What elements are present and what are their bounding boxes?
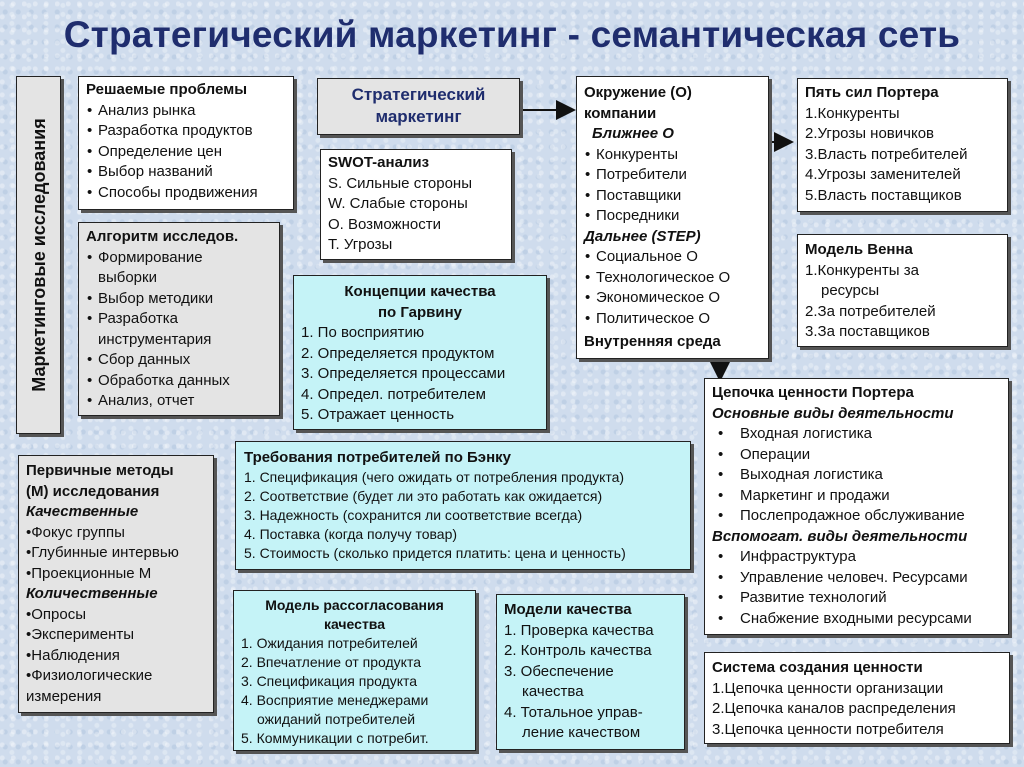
strategic-marketing-box [317,78,520,135]
garvin-box [293,275,547,430]
list-item: 1.Конкуренты за [805,261,919,279]
list-item: 2. Определяется продуктом [301,344,495,362]
support-activities-label: Вспомогат. виды деятельности [712,527,968,545]
list-item: •Проекционные М [26,564,152,582]
list-item: • Анализ рынка [86,101,286,122]
list-item: • Посредники [584,206,761,227]
list-item: ресурсы [821,282,880,299]
center-line-1: Стратегический [351,85,486,104]
list-item: 5. Коммуникации с потребит. [241,730,429,746]
list-item: • Операции [712,445,1001,466]
list-item: 4. Поставка (когда получу товар) [244,526,458,542]
list-item: •Наблюдения [26,646,120,664]
list-item: ожиданий потребителей [257,711,416,727]
value-chain-header: Цепочка ценности Портера [712,384,914,401]
page-title: Стратегический маркетинг - семантическая сеть [63,14,961,55]
porter-forces-box [797,78,1008,212]
list-item: выборки [98,269,157,286]
list-item: • Выходная логистика [712,465,1001,486]
list-item: • Снабжение входными ресурсами [712,609,1001,630]
list-item: 4.Угрозы заменителей [805,166,961,183]
list-item: • Развитие технологий [712,588,1001,609]
list-item: 1. По восприятию [301,324,425,341]
environment-header-2: компании [584,104,657,122]
quality-models-header: Модели качества [504,601,632,618]
bank-box [235,441,691,570]
algorithm-box [78,222,280,416]
quantitative-label: Количественные [26,585,158,602]
value-system-box [704,652,1010,744]
quality-models-box [496,594,685,750]
qualitative-label: Качественные [26,503,139,520]
list-item: 5. Стоимость (сколько придется платить: цена и ценность) [244,545,626,561]
list-item: 2. Соответствие (будет ли это работать как ожидается) [244,488,603,504]
environment-box [576,76,769,359]
list-item: 1. Проверка качества [504,621,654,639]
venn-box [797,234,1008,347]
list-item: W. Слабые стороны [328,195,468,212]
environment-header-1: Окружение (О) [584,84,692,101]
list-item: •Фокус группы [26,523,125,541]
agreement-model-box [233,590,476,751]
list-item: O. Возможности [328,215,441,233]
list-item: 5.Власть поставщиков [805,186,962,204]
value-system-header: Система создания ценности [712,659,923,676]
garvin-header-1: Концепции качества [344,283,496,300]
primary-methods-header-2: (М) исследования [26,482,160,500]
list-item: 3. Обеспечение [504,662,614,680]
list-item: 4. Определ. потребителем [301,385,486,403]
algorithm-header: Алгоритм исследов. [86,228,239,245]
list-item: 3.Власть потребителей [805,145,968,163]
list-item: измерения [26,687,102,705]
primary-methods-header-1: Первичные методы [26,462,174,479]
main-activities-label: Основные виды деятельности [712,404,954,422]
porter-forces-header: Пять сил Портера [805,84,939,101]
list-item: качества [522,683,584,700]
list-item: 3. Определяется процессами [301,365,506,382]
vertical-label: Маркетинговые исследования [28,118,49,392]
list-item: •Эксперименты [26,626,135,643]
list-item: 4. Тотальное управ- [504,703,643,721]
list-item: • Маркетинг и продажи [712,486,1001,507]
list-item: 2. Контроль качества [504,642,652,659]
list-item: • Экономическое О [584,288,761,309]
list-item: • Разработка продуктов [86,121,286,142]
list-item: T. Угрозы [328,236,393,253]
list-item: • Политическое О [584,309,761,330]
agreement-header-2: качества [323,616,386,632]
venn-header: Модель Венна [805,241,913,258]
bank-header: Требования потребителей по Бэнку [244,449,511,466]
far-label: Дальнее (STEP) [584,227,701,245]
market-research-vertical-box [16,76,61,434]
near-label: Ближнее О [592,125,674,142]
list-item: • Потребители [584,165,761,186]
value-chain-box [704,378,1009,635]
list-item: 3.За поставщиков [805,323,930,340]
center-line-2: маркетинг [375,107,462,126]
list-item: •Глубинные интервью [26,544,179,561]
list-item: 1.Конкуренты [805,104,900,122]
garvin-header-2: по Гарвину [377,303,463,321]
list-item: • Анализ, отчет [87,392,195,409]
list-item: • Обработка данных [87,371,230,389]
list-item: • Послепродажное обслуживание [712,506,1001,527]
list-item: • Способы продвижения [86,183,286,204]
list-item: • Входная логистика [712,424,1001,445]
list-item: • Социальное О [584,247,761,268]
list-item: • Разработка [87,310,178,327]
list-item: • Сбор данных [87,351,191,368]
list-item: •Опросы [26,605,87,623]
list-item: 2.Угрозы новичков [805,125,935,142]
list-item: S. Сильные стороны [328,174,472,192]
list-item: 2.Цепочка каналов распределения [712,700,956,717]
list-item: • Выбор названий [86,162,286,183]
list-item: • Определение цен [86,142,286,163]
list-item: • Технологическое О [584,268,761,289]
list-item: 2.За потребителей [805,302,936,320]
list-item: 4. Восприятие менеджерами [241,692,429,708]
agreement-header-1: Модель рассогласования [265,597,444,613]
list-item: • Управление человеч. Ресурсами [712,568,1001,589]
list-item: •Физиологические [26,667,153,684]
list-item: 3. Надежность (сохранится ли соответствие всегда) [244,507,583,523]
primary-methods-box [18,455,214,713]
internal-env-label: Внутренняя среда [584,333,721,350]
list-item: • Инфраструктура [712,547,1001,568]
list-item: • Выбор методики [87,289,214,307]
list-item: • Формирование [87,248,203,266]
swot-header: SWOT-анализ [328,154,430,171]
list-item: 5. Отражает ценность [301,406,455,423]
list-item: • Поставщики [584,186,761,207]
swot-box [320,149,512,260]
list-item: 2. Впечатление от продукта [241,654,421,670]
list-item: инструментария [98,330,212,348]
list-item: 1.Цепочка ценности организации [712,679,944,697]
problems-box [78,76,294,210]
list-item: 1. Спецификация (чего ожидать от потребления продукта) [244,469,625,485]
problems-header: Решаемые проблемы [86,81,248,98]
list-item: 1. Ожидания потребителей [241,635,418,651]
list-item: • Конкуренты [584,145,761,166]
list-item: 3. Спецификация продукта [241,673,418,689]
list-item: 3.Цепочка ценности потребителя [712,720,944,738]
list-item: ление качеством [522,724,641,741]
